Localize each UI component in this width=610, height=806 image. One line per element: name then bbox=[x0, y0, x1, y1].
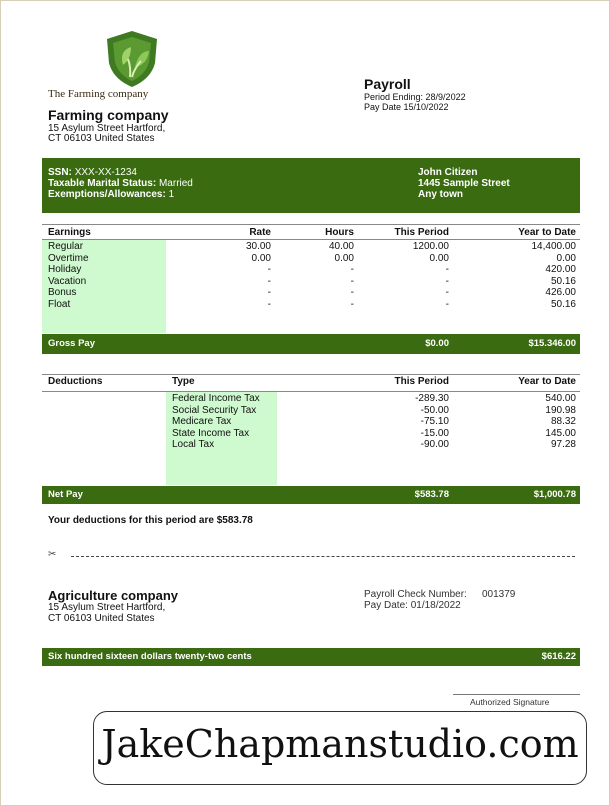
logo-caption: The Farming company bbox=[48, 88, 149, 100]
watermark-text: JakeChapmanstudio.com bbox=[101, 722, 579, 766]
deduction-cell: 540.00 bbox=[545, 393, 576, 404]
watermark-box bbox=[93, 711, 587, 785]
earnings-cell: Holiday bbox=[48, 264, 82, 276]
earnings-cell: Bonus bbox=[48, 287, 77, 299]
earnings-cell: 426.00 bbox=[545, 287, 576, 299]
deduction-cell: -289.30 bbox=[415, 393, 449, 404]
deduction-cell: Local Tax bbox=[172, 439, 215, 451]
check-number: 001379 bbox=[482, 589, 516, 600]
exemptions-line: Exemptions/Allowances: 1 bbox=[48, 189, 175, 200]
earnings-cell: - bbox=[445, 264, 449, 276]
employee-name: John Citizen bbox=[418, 167, 478, 178]
earnings-cell: 420.00 bbox=[545, 264, 576, 276]
earnings-cell: 50.16 bbox=[550, 299, 576, 310]
earnings-cell: - bbox=[350, 299, 354, 310]
scissors-icon: ✂ bbox=[48, 549, 57, 560]
earnings-cell: Float bbox=[48, 299, 71, 310]
earnings-cell: 0.00 bbox=[334, 252, 354, 264]
earnings-cell: 14,400.00 bbox=[531, 241, 576, 252]
net-pay-ytd: $1,000.78 bbox=[533, 489, 576, 500]
gross-pay-label: Gross Pay bbox=[48, 338, 95, 349]
check-company-name: Agriculture company bbox=[48, 588, 179, 603]
earnings-cell: - bbox=[350, 287, 354, 299]
net-pay-band bbox=[42, 486, 580, 504]
deductions-summary: Your deductions for this period are $583.78 bbox=[48, 515, 253, 526]
company-address-line1: 15 Asylum Street Hartford, bbox=[48, 123, 166, 134]
earnings-cell: - bbox=[445, 275, 449, 287]
pay-date: Pay Date 15/10/2022 bbox=[364, 102, 449, 112]
document-title: Payroll bbox=[364, 76, 411, 92]
net-pay-label: Net Pay bbox=[48, 489, 83, 500]
earnings-cell: 0.00 bbox=[429, 252, 449, 264]
earnings-header: Earnings bbox=[48, 227, 91, 238]
earnings-cell: 50.16 bbox=[550, 275, 576, 287]
ded-ytd-header: Year to Date bbox=[518, 376, 576, 387]
earnings-cell: - bbox=[267, 275, 271, 287]
deduction-cell: 190.98 bbox=[545, 404, 576, 416]
deductions-top-rule bbox=[42, 374, 580, 375]
year-to-date-header: Year to Date bbox=[518, 227, 576, 238]
signature-line bbox=[453, 694, 580, 695]
hours-header: Hours bbox=[325, 227, 354, 238]
earnings-cell: Regular bbox=[48, 241, 84, 252]
check-address-line2: CT 06103 United States bbox=[48, 613, 155, 624]
earnings-cell: 30.00 bbox=[245, 241, 271, 252]
employee-town: Any town bbox=[418, 189, 463, 200]
amount-in-words: Six hundred sixteen dollars twenty-two cents bbox=[48, 651, 252, 662]
earnings-cell: - bbox=[445, 287, 449, 299]
deduction-cell: -90.00 bbox=[420, 439, 449, 451]
this-period-header: This Period bbox=[394, 227, 449, 238]
ssn-line: SSN: XXX-XX-1234 bbox=[48, 167, 137, 178]
company-address-line2: CT 06103 United States bbox=[48, 133, 155, 144]
check-pay-date: Pay Date: 01/18/2022 bbox=[364, 600, 461, 611]
ded-this-period-header: This Period bbox=[394, 376, 449, 387]
check-number-label: Payroll Check Number: bbox=[364, 589, 467, 600]
marital-status-line: Taxable Marital Status: Married bbox=[48, 178, 193, 189]
gross-pay-ytd: $15.346.00 bbox=[528, 338, 576, 349]
deduction-cell: Federal Income Tax bbox=[172, 393, 260, 404]
earnings-top-rule bbox=[42, 224, 580, 225]
check-address-line1: 15 Asylum Street Hartford, bbox=[48, 602, 166, 613]
employee-street: 1445 Sample Street bbox=[418, 178, 510, 189]
net-pay-period: $583.78 bbox=[414, 489, 449, 500]
deduction-cell: -75.10 bbox=[420, 416, 449, 428]
amount-words-band bbox=[42, 648, 580, 666]
deduction-cell: -50.00 bbox=[420, 404, 449, 416]
deduction-cell: 145.00 bbox=[545, 427, 576, 439]
deduction-cell: 97.28 bbox=[550, 439, 576, 451]
leaf-shield-logo-icon bbox=[101, 29, 163, 89]
gross-pay-band bbox=[42, 334, 580, 354]
deductions-header: Deductions bbox=[48, 376, 103, 387]
authorized-signature-label: Authorized Signature bbox=[470, 697, 550, 707]
gross-pay-period: $0.00 bbox=[425, 338, 449, 349]
company-name: Farming company bbox=[48, 107, 169, 123]
earnings-cell: - bbox=[350, 275, 354, 287]
earnings-cell: 40.00 bbox=[328, 241, 354, 252]
type-header: Type bbox=[172, 376, 195, 387]
check-amount: $616.22 bbox=[541, 651, 576, 662]
earnings-cell: - bbox=[267, 287, 271, 299]
deductions-header-rule bbox=[42, 391, 580, 392]
employee-info-band bbox=[42, 158, 580, 213]
earnings-cell: Overtime bbox=[48, 252, 89, 264]
earnings-cell: 0.00 bbox=[556, 252, 576, 264]
earnings-cell: Vacation bbox=[48, 275, 87, 287]
deduction-cell: State Income Tax bbox=[172, 427, 250, 439]
deduction-cell: Social Security Tax bbox=[172, 404, 257, 416]
earnings-cell: 1200.00 bbox=[412, 241, 449, 252]
rate-header: Rate bbox=[249, 227, 271, 238]
earnings-cell: - bbox=[445, 299, 449, 310]
deduction-cell: Medicare Tax bbox=[172, 416, 232, 428]
deduction-cell: 88.32 bbox=[550, 416, 576, 428]
cut-line bbox=[71, 556, 575, 557]
earnings-cell: - bbox=[350, 264, 354, 276]
deduction-cell: -15.00 bbox=[420, 427, 449, 439]
period-ending: Period Ending: 28/9/2022 bbox=[364, 92, 466, 102]
earnings-cell: - bbox=[267, 264, 271, 276]
earnings-cell: - bbox=[267, 299, 271, 310]
earnings-cell: 0.00 bbox=[251, 252, 271, 264]
